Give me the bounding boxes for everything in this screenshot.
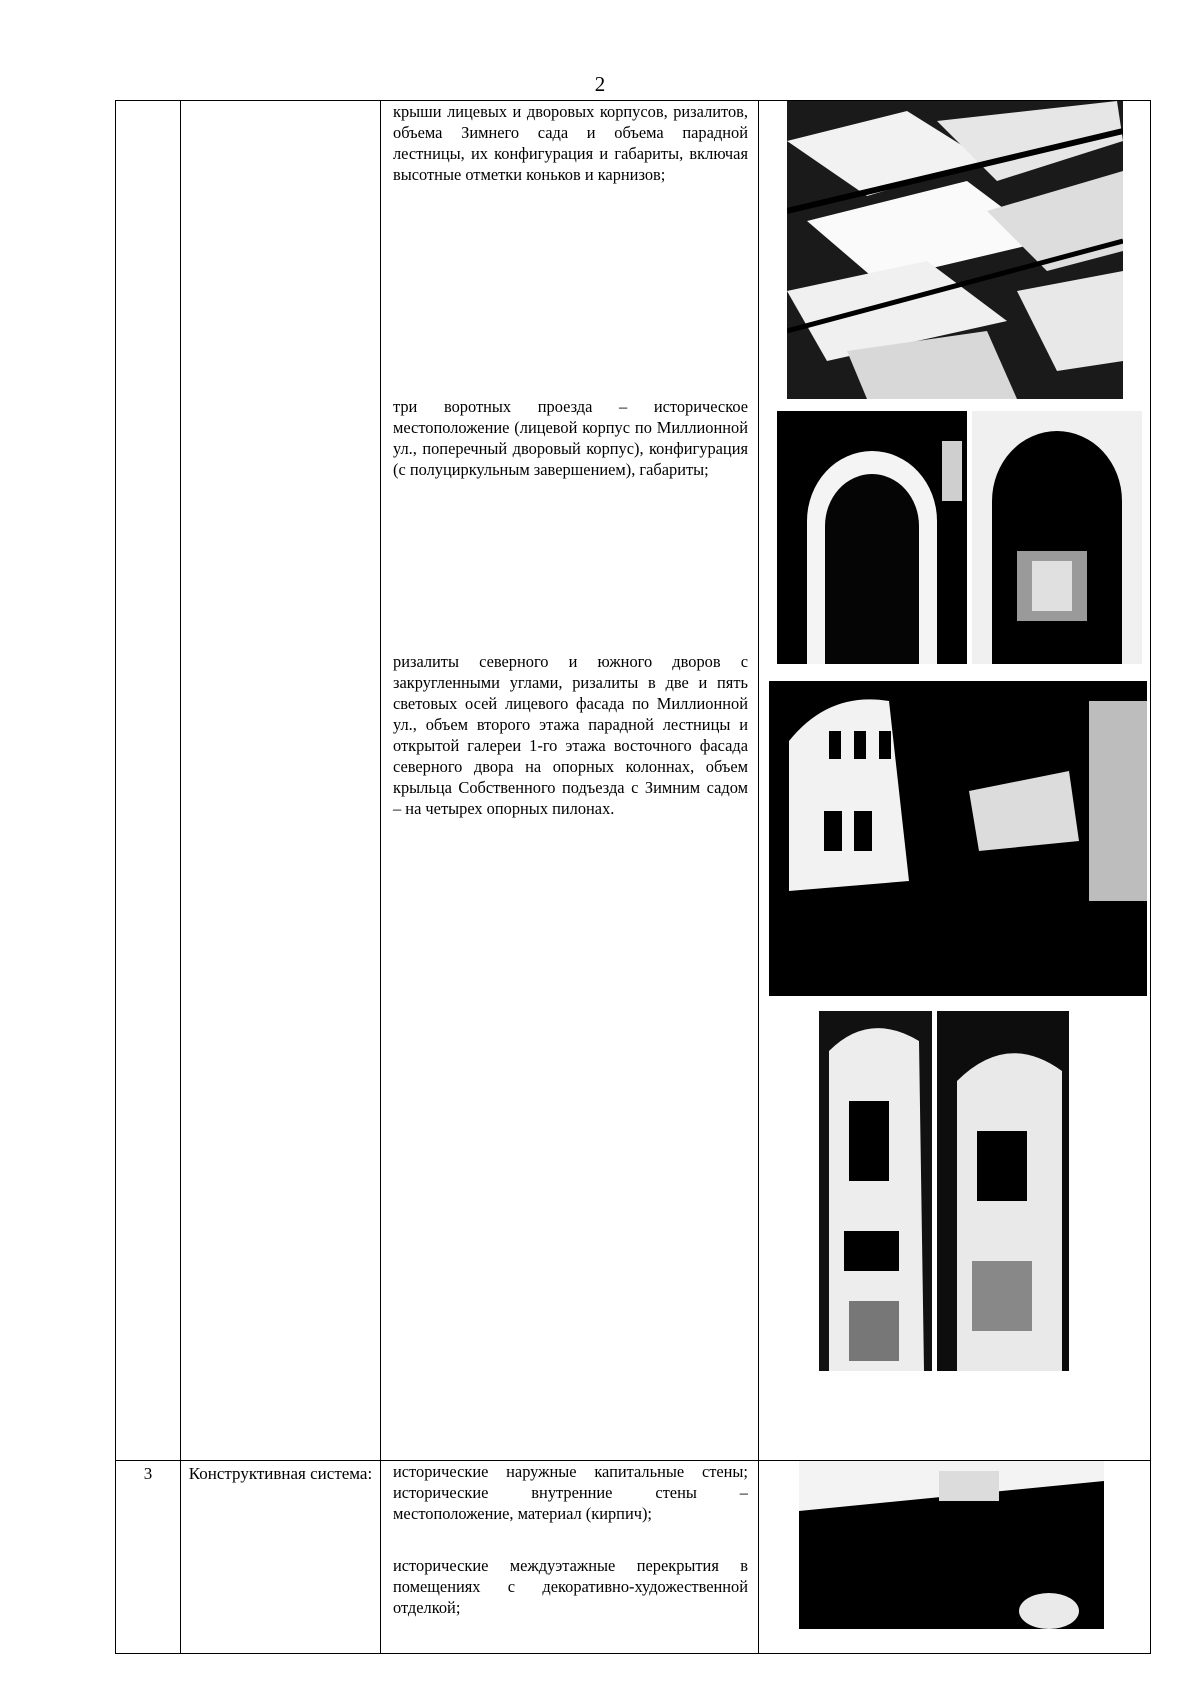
photo-interior-ceiling xyxy=(799,1461,1104,1629)
photo-risalit-1 xyxy=(819,1011,932,1371)
description-paragraph: крыши лицевых и дворовых корпусов, ризалитов, объема Зимнего сада и объема парадной лестницы, их конфигурация и габариты, включая высотные отметки коньков и карнизов; xyxy=(393,102,748,184)
photo-risalit-2 xyxy=(937,1011,1069,1371)
row-photos xyxy=(759,1461,1151,1654)
table-row xyxy=(116,1461,1151,1654)
photo-gate-arch-1 xyxy=(777,411,967,664)
description-paragraph: три воротных проезда – историческое местоположение (лицевой корпус по Миллионной ул., поперечный дворовый корпус), конфигурация (с полуциркульным завершением), габариты; xyxy=(393,397,748,479)
photo-courtyard-facade xyxy=(769,681,1147,996)
row-category: Конструктивная система: xyxy=(181,1461,381,1654)
description-paragraph: ризалиты северного и южного дворов с закругленными углами, ризалиты в две и пять световых осей лицевого фасада по Миллионной ул., объем второго этажа парадной лестницы и открытой галереи 1-го этажа восточного фасада северного двора на опорных колоннах, объем крыльца Собственного подъезда с Зимним садом – на четырех опорных пилонах. xyxy=(393,652,748,818)
row-category xyxy=(181,101,381,1461)
row-number: 3 xyxy=(116,1461,181,1654)
row-number xyxy=(116,101,181,1461)
protected-features-table xyxy=(115,100,1151,1654)
row-description xyxy=(381,1461,759,1654)
row-description xyxy=(381,101,759,1461)
description-paragraph: исторические междуэтажные перекрытия в помещениях с декоративно-художественной отделкой; xyxy=(393,1556,748,1617)
page-number: 2 xyxy=(594,72,606,96)
photo-gate-arch-2 xyxy=(972,411,1142,664)
table-row xyxy=(116,101,1151,1461)
description-paragraph: исторические наружные капитальные стены; исторические внутренние стены – местоположение, материал (кирпич); xyxy=(393,1462,748,1523)
row-photos xyxy=(759,101,1151,1461)
photo-aerial-roofs xyxy=(787,101,1123,399)
